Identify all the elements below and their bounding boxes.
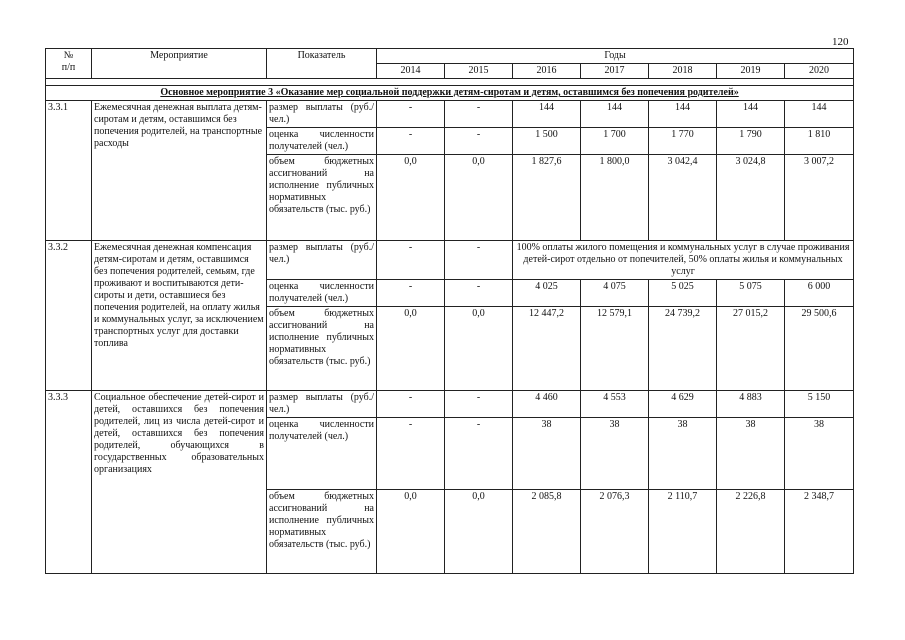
event-text: Ежемесячная денежная компенсация детям-сиротам и детям, оставшимся без попечения родителей, семьям, где проживают и воспитываются дети-сироты и дети, оставшиеся без попечения родителей, на оплату жилья и коммунальных услуг, за исключением транспортных услуг для доставки топлива [92,241,267,391]
year-cell: 2019 [717,64,785,79]
indicator-text: оценка численности получателей (чел.) [267,280,377,307]
indicator-text: размер выплаты (руб./ чел.) [267,241,377,280]
table-row [46,101,854,128]
header-row [46,49,854,64]
value-cell: 2 076,3 [581,490,649,574]
value-cell: - [445,391,513,418]
value-cell: 144 [581,101,649,128]
value-cell: 1 700 [581,128,649,155]
value-cell: 144 [785,101,854,128]
value-cell: 4 025 [513,280,581,307]
value-cell: - [377,128,445,155]
value-cell: 24 739,2 [649,307,717,391]
value-cell: 1 810 [785,128,854,155]
value-cell: 1 500 [513,128,581,155]
value-cell: 144 [717,101,785,128]
page-number: 120 [832,36,849,48]
spacer-row [46,79,854,86]
value-cell: - [445,418,513,490]
value-cell: 38 [581,418,649,490]
value-cell: 1 800,0 [581,155,649,241]
year-cell: 2017 [581,64,649,79]
value-cell: - [445,280,513,307]
indicator-text: оценка численности получателей (чел.) [267,418,377,490]
value-cell: 4 460 [513,391,581,418]
value-cell: 4 075 [581,280,649,307]
value-cell: - [377,418,445,490]
value-cell: 38 [785,418,854,490]
value-cell: 4 553 [581,391,649,418]
value-cell: 144 [649,101,717,128]
row-number: 3.3.2 [46,241,92,391]
value-cell: 29 500,6 [785,307,854,391]
value-cell: 5 150 [785,391,854,418]
value-cell: 1 790 [717,128,785,155]
value-cell: 4 629 [649,391,717,418]
compensation-note: 100% оплаты жилого помещения и коммунальных услуг в случае проживания детей-сирот отдельно от попечителей, 50% оплаты жилья и коммунальных услуг [513,241,854,280]
indicator-text: размер выплаты (руб./ чел.) [267,101,377,128]
value-cell: - [377,280,445,307]
value-cell: 6 000 [785,280,854,307]
value-cell: 38 [717,418,785,490]
table-row [46,241,854,280]
value-cell: 2 085,8 [513,490,581,574]
value-cell: 0,0 [445,490,513,574]
value-cell: 0,0 [377,307,445,391]
year-cell: 2014 [377,64,445,79]
value-cell: 5 075 [717,280,785,307]
value-cell: - [377,241,445,280]
value-cell: - [445,101,513,128]
value-cell: 3 024,8 [717,155,785,241]
value-cell: 2 348,7 [785,490,854,574]
table-row [46,391,854,418]
value-cell: 1 770 [649,128,717,155]
header-event: Мероприятие [92,49,267,79]
row-number: 3.3.1 [46,101,92,241]
header-indicator: Показатель [267,49,377,79]
value-cell: - [445,241,513,280]
indicator-text: оценка численности получателей (чел.) [267,128,377,155]
event-text: Ежемесячная денежная выплата детям-сиротам и детям, оставшимся без попечения родителей, на транспортные расходы [92,101,267,241]
year-cell: 2018 [649,64,717,79]
budget-table [45,48,854,574]
event-text: Социальное обеспечение детей-сирот и детей, оставшихся без попечения родителей, лиц из числа детей-сирот и детей, оставшихся без попечения родителей, обучающихся в государственных образовательных организациях [92,391,267,574]
value-cell: 38 [513,418,581,490]
value-cell: 2 110,7 [649,490,717,574]
value-cell: 1 827,6 [513,155,581,241]
indicator-text: объем бюджетных ассигнований на исполнение публичных нормативных обязательств (тыс. руб.) [267,307,377,391]
value-cell: 0,0 [445,155,513,241]
row-number: 3.3.3 [46,391,92,574]
indicator-text: объем бюджетных ассигнований на исполнение публичных нормативных обязательств (тыс. руб.) [267,490,377,574]
section-title: Основное мероприятие 3 «Оказание мер социальной поддержки детям-сиротам и детям, оставшимся без попечения родителей» [46,86,854,101]
indicator-text: размер выплаты (руб./ чел.) [267,391,377,418]
value-cell: - [445,128,513,155]
value-cell: 12 579,1 [581,307,649,391]
value-cell: 0,0 [377,490,445,574]
value-cell: 0,0 [445,307,513,391]
value-cell: - [377,101,445,128]
header-num: № п/п [46,49,92,79]
value-cell: 3 042,4 [649,155,717,241]
value-cell: 38 [649,418,717,490]
value-cell: 2 226,8 [717,490,785,574]
value-cell: 144 [513,101,581,128]
header-years: Годы [377,49,854,64]
value-cell: 27 015,2 [717,307,785,391]
year-cell: 2015 [445,64,513,79]
year-cell: 2020 [785,64,854,79]
value-cell: 0,0 [377,155,445,241]
year-cell: 2016 [513,64,581,79]
section-row [46,86,854,101]
indicator-text: объем бюджетных ассигнований на исполнение публичных нормативных обязательств (тыс. руб.) [267,155,377,241]
value-cell: - [377,391,445,418]
value-cell: 4 883 [717,391,785,418]
value-cell: 5 025 [649,280,717,307]
value-cell: 3 007,2 [785,155,854,241]
value-cell: 12 447,2 [513,307,581,391]
